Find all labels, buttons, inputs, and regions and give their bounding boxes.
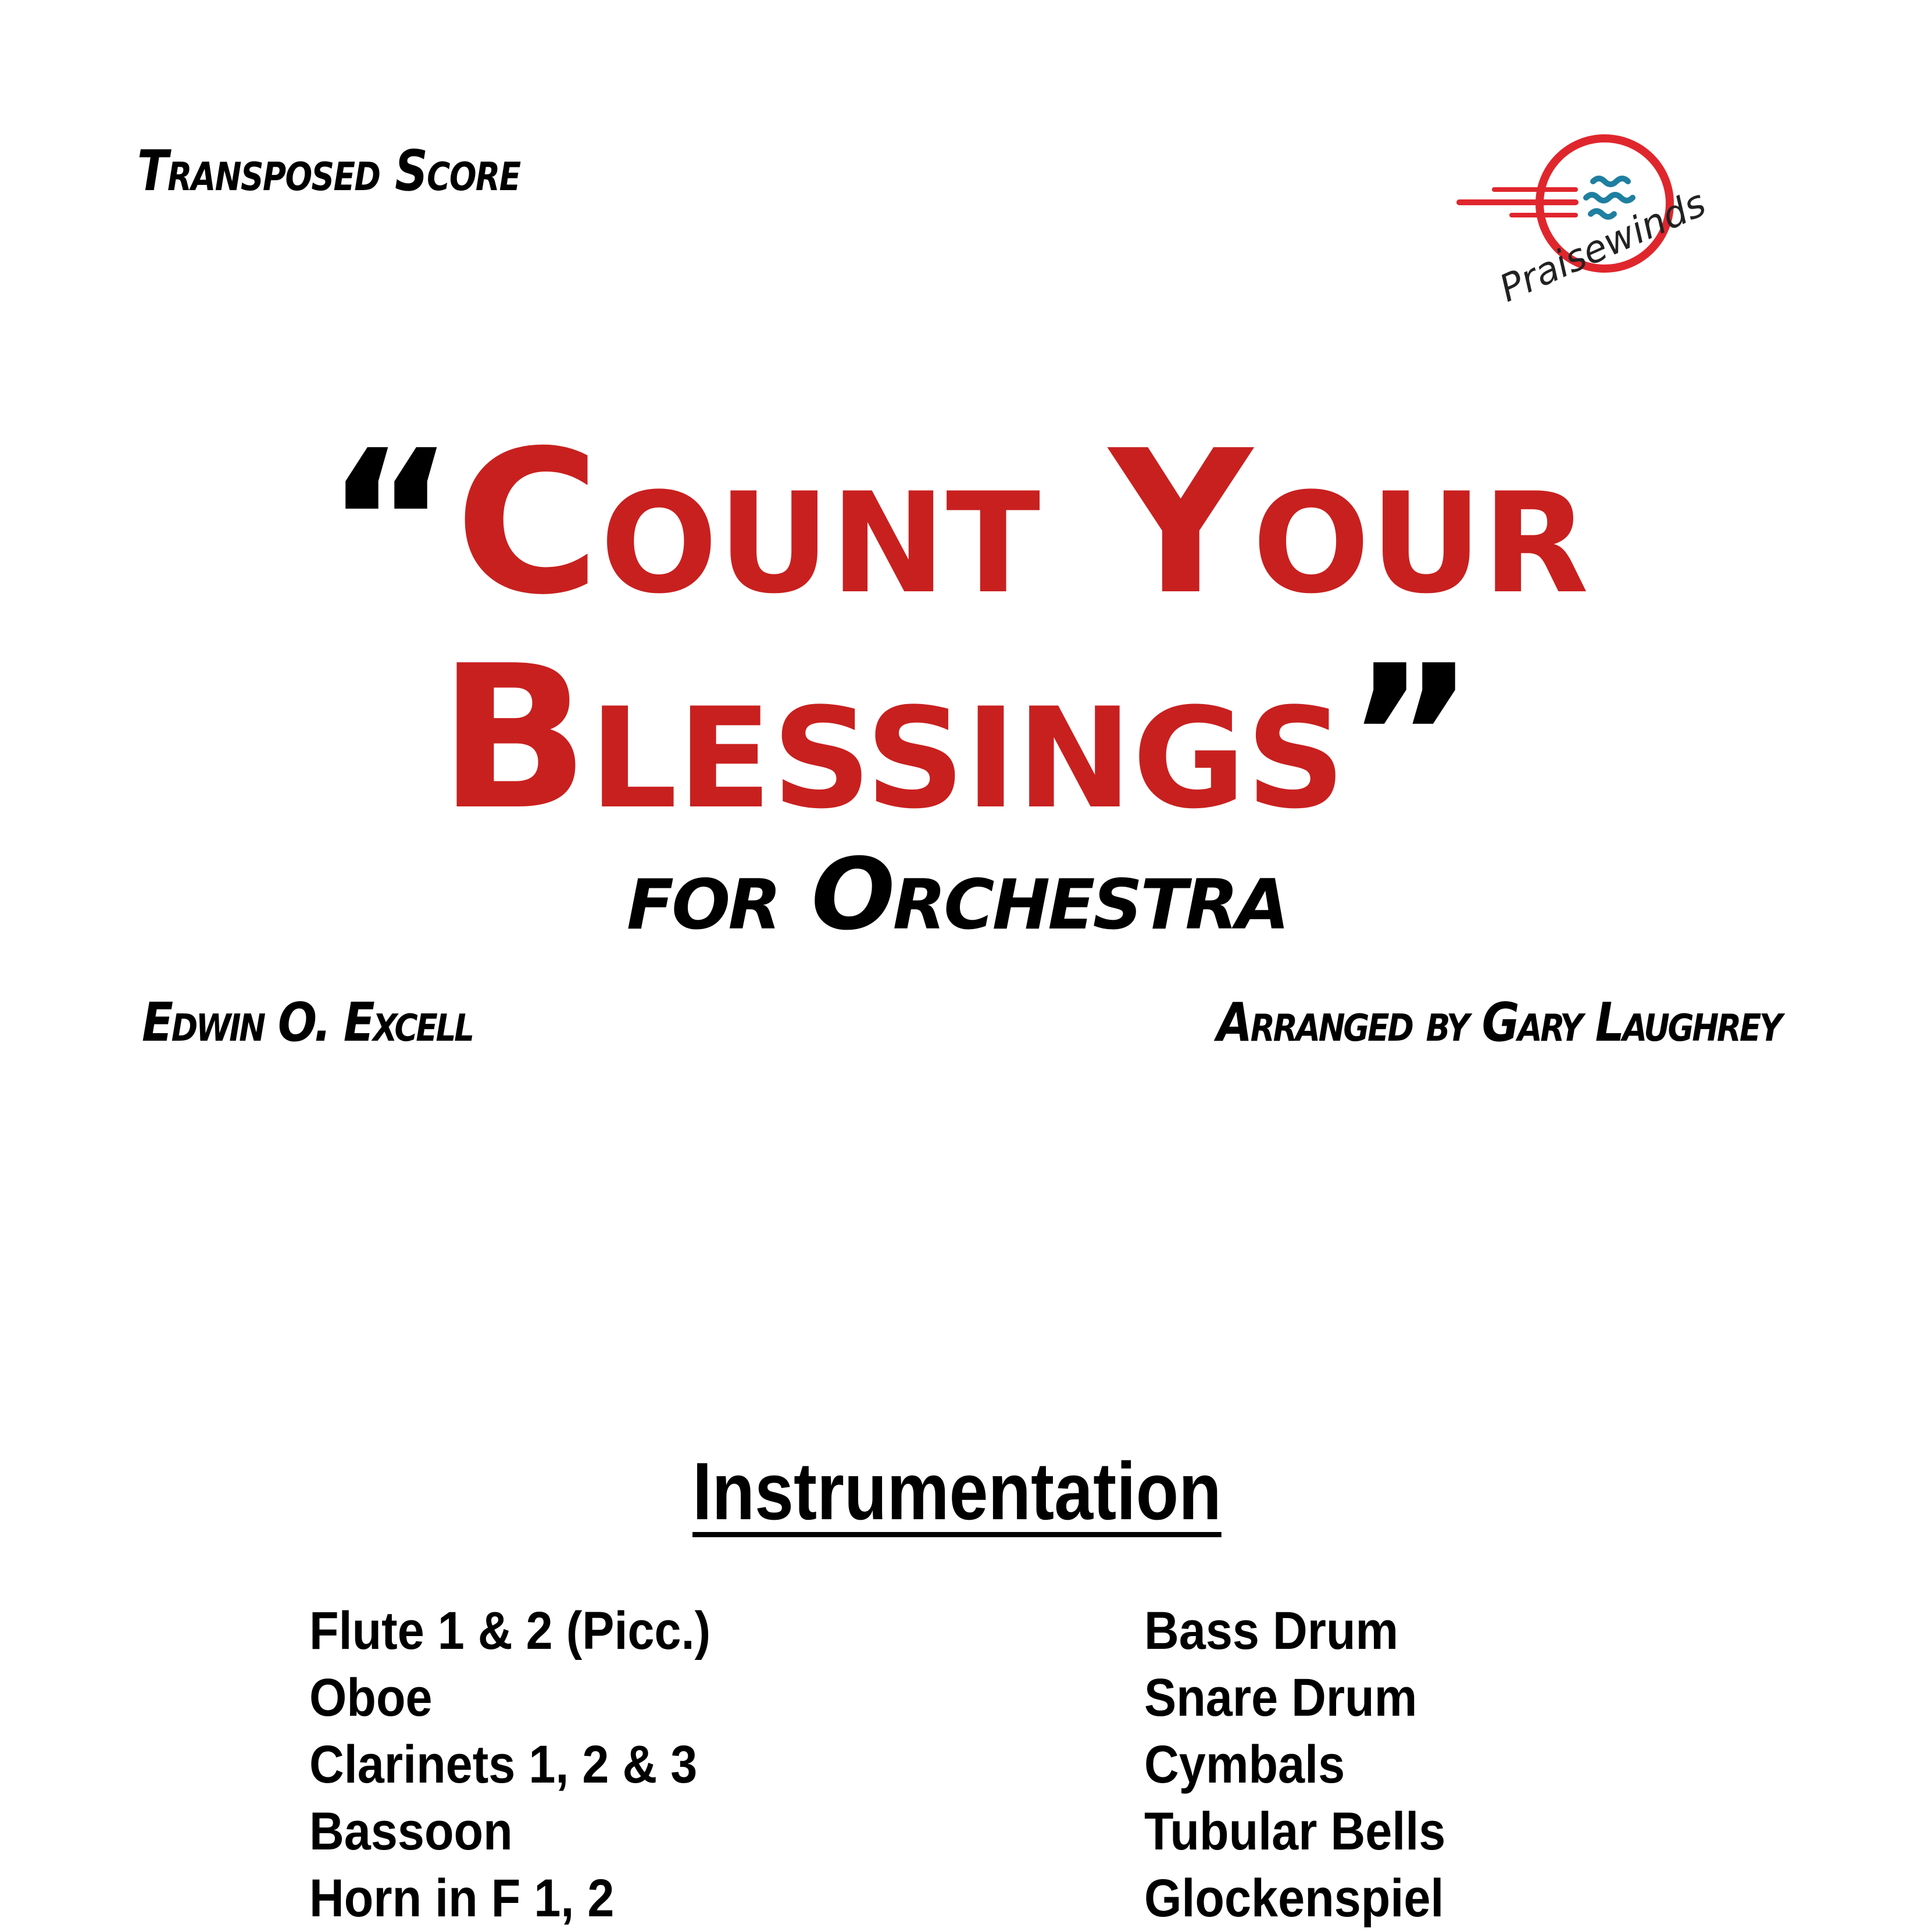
open-quote: “ [325,408,455,638]
list-item: Clarinets 1, 2 & 3 [309,1735,698,1794]
praisewinds-logo [1454,128,1744,314]
list-item: Glockenspiel [1144,1869,1444,1928]
list-item: Cymbals [1144,1735,1345,1794]
list-item: Bassoon [309,1802,513,1861]
instrumentation-heading [0,1445,1914,1537]
list-item: Tubular Bells [1144,1802,1446,1861]
title-line-2 [0,623,1914,853]
arranger-credit: Arranged by Gary Laughrey [1216,991,1780,1054]
title-line-1 [0,408,1914,638]
list-item: Flute 1 & 2 (Picc.) [309,1601,711,1660]
list-item: Bass Drum [1144,1601,1399,1660]
score-type-label: Transposed Score [137,138,520,203]
close-quote: ” [1345,623,1476,853]
title-text-1: Count Your [455,408,1589,638]
list-item: Snare Drum [1144,1668,1417,1727]
subtitle: for Orchestra [626,837,1288,952]
instrument-list-right [1144,1598,1479,1932]
title-text-2: Blessings [438,623,1346,853]
list-item: Oboe [309,1668,433,1727]
logo-text: Praisewinds [1493,181,1712,311]
instrument-list-left [309,1598,755,1932]
list-item: Horn in F 1, 2 [309,1869,615,1928]
composer-credit: Edwin O. Excell [142,991,473,1054]
instrumentation-heading-text: Instrumentation [692,1445,1222,1537]
